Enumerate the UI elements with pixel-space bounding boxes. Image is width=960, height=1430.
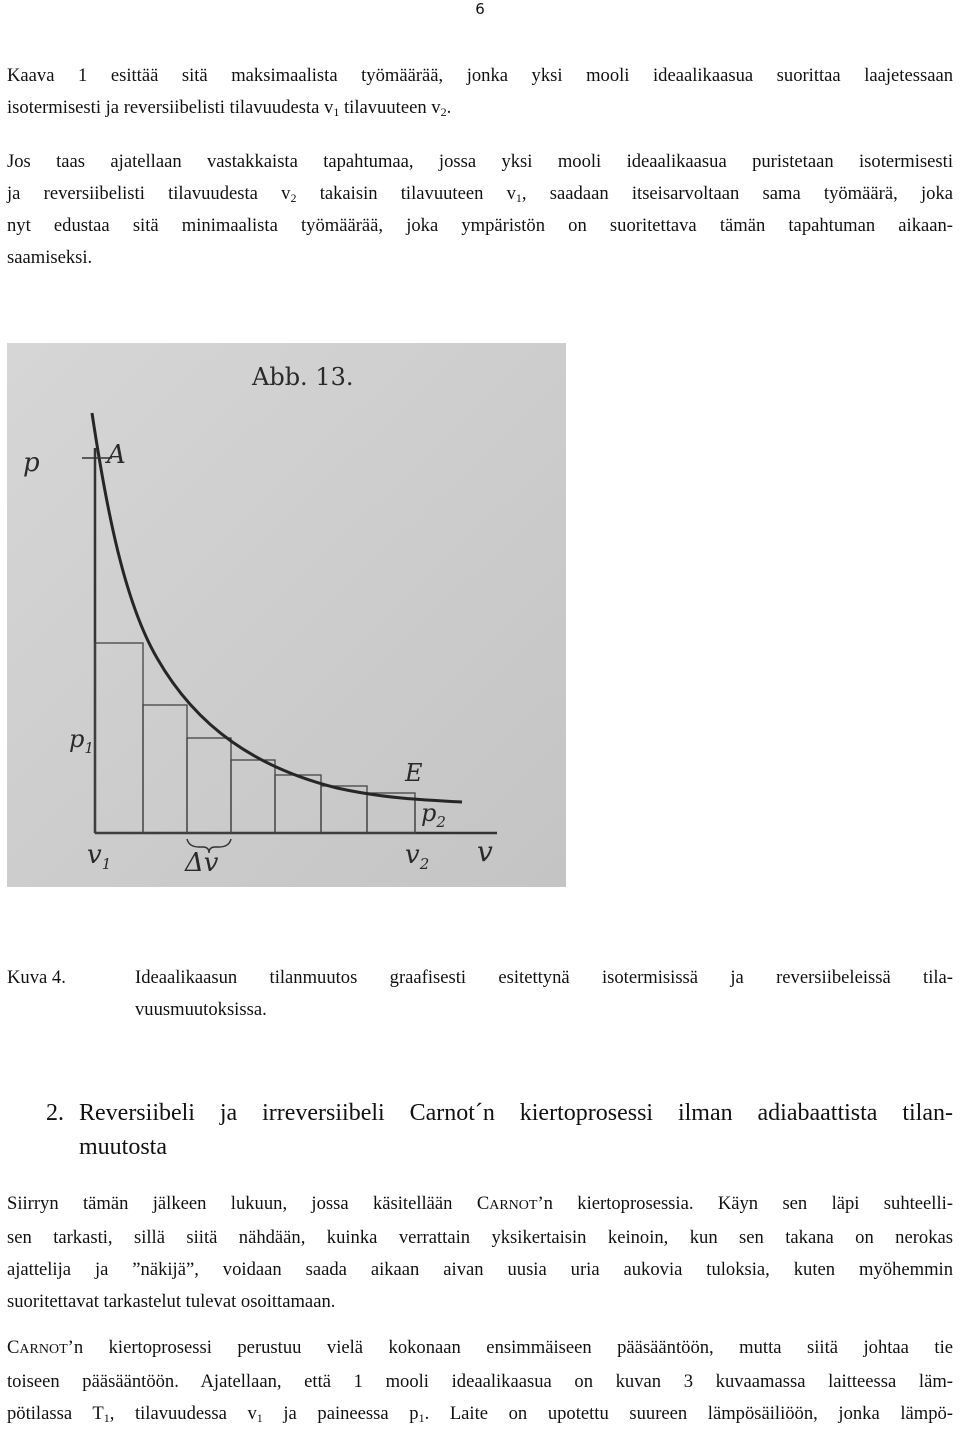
label-E: E: [405, 759, 423, 787]
section-number: 2.: [46, 1100, 64, 1126]
isotherm-figure: [7, 343, 566, 887]
paragraph-line: nyt edustaa sitä minimaalista työmäärää, joka ympäristön on suoritettava tämän tapahtuman aikaan-: [7, 215, 953, 236]
paragraph-line: Jos taas ajatellaan vastakkaista tapahtumaa, jossa yksi mooli ideaalikaasua puristetaan isotermisesti: [7, 151, 953, 172]
pv-diagram: [7, 343, 566, 887]
figure-title: Abb. 13.: [252, 363, 354, 391]
label-delta-v: Δv: [185, 848, 219, 878]
paragraph-line: toiseen pääsääntöön. Ajatellaan, että 1 mooli ideaalikaasua on kuvan 3 kuvaamassa laitteessa läm-: [7, 1371, 953, 1392]
caption-line: vuusmuutoksissa.: [135, 999, 267, 1020]
section-title-line: Reversiibeli ja irreversiibeli Carnot´n kiertoprosessi ilman adiabaattista tilan-: [79, 1100, 953, 1126]
paragraph-line: ajattelija ja ”näkijä”, voidaan saada aikaan aivan uusia uria aukovia tuloksia, kuten myöhemmin: [7, 1259, 953, 1280]
paragraph-line: Kaava 1 esittää sitä maksimaalista työmäärää, jonka yksi mooli ideaalikaasua suorittaa laajetessaan: [7, 65, 953, 86]
paragraph-4: [7, 1332, 953, 1430]
label-v: v: [477, 835, 493, 868]
paragraph-line: CARNOT’n kiertoprosessi perustuu vielä kokonaan ensimmäiseen pääsääntöön, mutta siitä johtaa tie: [7, 1337, 953, 1358]
paragraph-3: [7, 1188, 953, 1318]
label-p2: $p_2$: [421, 799, 446, 831]
label-v1: $v_1$: [87, 840, 112, 873]
paragraph-line: Siirryn tämän jälkeen lukuun, jossa käsitellään CARNOT’n kiertoprosessia. Käyn sen läpi suhteelli-: [7, 1193, 953, 1214]
figure-background: [7, 343, 566, 887]
paragraph-line: ja reversiibelisti tilavuudesta $v_2$ takaisin tilavuuteen $v_1$, saadaan itseisarvoltaan sama työmäärä, joka: [7, 183, 953, 205]
page-number: 6: [475, 0, 485, 18]
paragraph-line: saamiseksi.: [7, 247, 93, 268]
paragraph-line: sen tarkasti, sillä siitä nähdään, kuinka verrattain yksikertaisin keinoin, kun sen takana on nerokas: [7, 1227, 953, 1248]
paragraph-line: pötilassa $T_1$, tilavuudessa $v_1$ ja paineessa $p_1$. Laite on upotettu suureen lämpösäiliöön, jonka lämpö-: [7, 1403, 953, 1425]
paragraph-1: [7, 60, 953, 124]
label-v2: $v_2$: [405, 840, 430, 873]
section-title-line: muutosta: [79, 1134, 167, 1160]
figure-caption: [135, 962, 953, 1026]
figure-caption-label: Kuva 4.: [7, 967, 66, 988]
section-title: [79, 1096, 953, 1164]
label-A: A: [107, 440, 126, 470]
label-p1: $p_1$: [69, 725, 94, 757]
caption-line: Ideaalikaasun tilanmuutos graafisesti esitettynä isotermisissä ja reversiibeleissä tila-: [135, 967, 953, 988]
paragraph-line: isotermisesti ja reversiibelisti tilavuudesta $v_1$ tilavuuteen $v_2$.: [7, 97, 452, 119]
label-p: p: [23, 448, 40, 478]
paragraph-line: suoritettavat tarkastelut tulevat osoittamaan.: [7, 1291, 336, 1312]
paragraph-2: [7, 146, 953, 274]
